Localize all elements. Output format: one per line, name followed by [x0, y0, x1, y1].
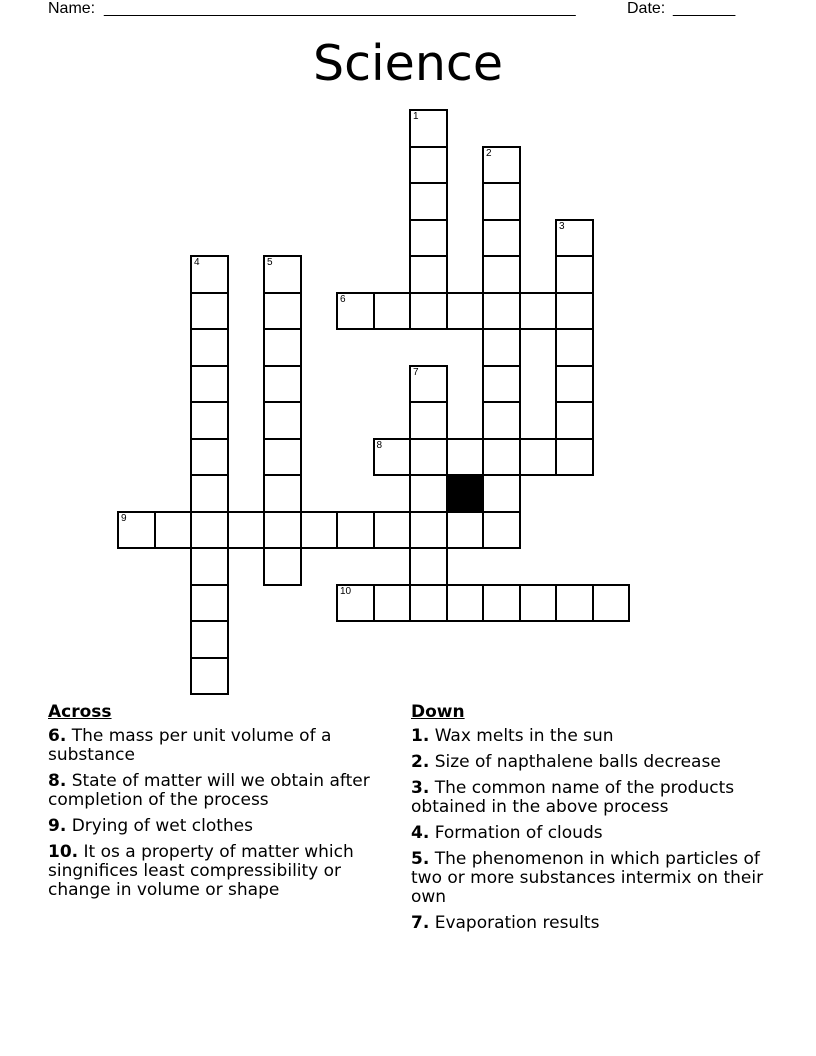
grid-cell[interactable]	[409, 438, 448, 477]
grid-cell[interactable]	[555, 255, 594, 294]
grid-cell[interactable]	[482, 438, 521, 477]
grid-cell[interactable]	[190, 474, 229, 513]
grid-cell[interactable]	[373, 292, 412, 331]
black-cell	[446, 474, 485, 513]
down-clue	[411, 779, 786, 817]
grid-cell[interactable]	[555, 292, 594, 331]
grid-cell[interactable]	[409, 146, 448, 185]
cell-number: 7	[413, 366, 419, 378]
grid-cell[interactable]	[190, 620, 229, 659]
clue-text: The phenomenon in which particles of two or more substances intermix on their own	[411, 849, 764, 907]
cell-number: 8	[376, 439, 383, 451]
grid-cell[interactable]	[373, 584, 412, 623]
grid-cell[interactable]	[154, 511, 193, 550]
grid-cell[interactable]	[227, 511, 266, 550]
down-heading: Down	[411, 702, 465, 722]
cell-number: 6	[340, 293, 346, 305]
clue-number: 8.	[48, 771, 67, 791]
grid-cell[interactable]	[482, 255, 521, 294]
clue-text: It os a property of matter which singnifices least compressibility or change in volume or shape	[48, 842, 354, 900]
date-blank-line[interactable]: _______	[673, 0, 736, 17]
grid-cell[interactable]	[446, 292, 485, 331]
grid-cell[interactable]	[555, 584, 594, 623]
grid-cell[interactable]	[190, 438, 229, 477]
clue-number: 2.	[411, 752, 430, 772]
cell-number: 3	[559, 220, 565, 232]
grid-cell[interactable]	[409, 219, 448, 258]
clue-number: 7.	[411, 913, 430, 933]
grid-cell[interactable]	[482, 365, 521, 404]
grid-cell[interactable]	[300, 511, 339, 550]
clue-number: 1.	[411, 726, 430, 746]
grid-cell[interactable]	[409, 511, 448, 550]
down-clue	[411, 914, 786, 933]
across-clue	[48, 843, 393, 900]
grid-cell[interactable]	[519, 292, 558, 331]
grid-cell[interactable]	[190, 657, 229, 696]
clue-number: 5.	[411, 849, 430, 869]
grid-cell[interactable]	[409, 547, 448, 586]
grid-cell[interactable]	[190, 547, 229, 586]
grid-cell[interactable]	[555, 219, 594, 258]
clue-number: 10.	[48, 842, 79, 862]
grid-cell[interactable]	[555, 365, 594, 404]
grid-cell[interactable]	[263, 438, 302, 477]
grid-cell[interactable]	[190, 584, 229, 623]
grid-cell[interactable]	[263, 401, 302, 440]
grid-cell[interactable]	[592, 584, 631, 623]
grid-cell[interactable]	[336, 292, 375, 331]
grid-cell[interactable]	[263, 328, 302, 367]
grid-cell[interactable]	[409, 401, 448, 440]
grid-cell[interactable]	[409, 292, 448, 331]
grid-cell[interactable]	[482, 584, 521, 623]
clue-number: 3.	[411, 778, 430, 798]
grid-cell[interactable]	[117, 511, 156, 550]
clue-text: The common name of the products obtained in the above process	[411, 778, 735, 817]
grid-cell[interactable]	[373, 438, 412, 477]
down-clue	[411, 850, 786, 907]
cell-number: 4	[194, 257, 200, 268]
grid-cell[interactable]	[482, 328, 521, 367]
down-clue-list	[411, 727, 786, 933]
down-clue	[411, 727, 786, 746]
grid-cell[interactable]	[482, 511, 521, 550]
grid-cell[interactable]	[263, 547, 302, 586]
grid-cell[interactable]	[263, 292, 302, 331]
clue-text: Drying of wet clothes	[71, 816, 253, 836]
grid-cell[interactable]	[409, 255, 448, 294]
grid-cell[interactable]	[482, 292, 521, 331]
across-clue	[48, 817, 393, 836]
clue-text: Wax melts in the sun	[434, 726, 614, 746]
grid-cell[interactable]	[190, 365, 229, 404]
across-clue	[48, 772, 393, 810]
grid-cell[interactable]	[336, 584, 375, 623]
grid-cell[interactable]	[482, 401, 521, 440]
cell-number: 10	[340, 585, 352, 597]
down-clues-section	[411, 702, 786, 940]
grid-cell[interactable]	[263, 511, 302, 550]
clue-text: Formation of clouds	[434, 823, 603, 843]
clue-text: Size of napthalene balls decrease	[434, 752, 721, 772]
grid-cell[interactable]	[446, 584, 485, 623]
grid-cell[interactable]	[482, 474, 521, 513]
grid-cell[interactable]	[555, 328, 594, 367]
clue-text: State of matter will we obtain after completion of the process	[48, 771, 370, 810]
grid-cell[interactable]	[190, 511, 229, 550]
grid-cell[interactable]	[190, 401, 229, 440]
grid-cell[interactable]	[446, 511, 485, 550]
across-clues-section	[48, 702, 393, 907]
grid-cell[interactable]	[482, 219, 521, 258]
clue-text: Evaporation results	[434, 913, 600, 933]
grid-cell[interactable]	[555, 401, 594, 440]
cell-number: 9	[121, 512, 127, 524]
clue-number: 6.	[48, 726, 67, 746]
grid-cell[interactable]	[190, 255, 229, 294]
grid-cell[interactable]	[409, 584, 448, 623]
grid-cell[interactable]	[482, 146, 521, 185]
clue-number: 4.	[411, 823, 430, 843]
grid-cell[interactable]	[409, 182, 448, 221]
clue-number: 9.	[48, 816, 67, 836]
date-label: Date:	[627, 0, 666, 17]
page-title: Science	[313, 35, 503, 92]
name-blank-line[interactable]: _____________________________________________________	[104, 0, 576, 17]
grid-cell[interactable]	[190, 292, 229, 331]
grid-cell[interactable]	[519, 438, 558, 477]
across-clue-list	[48, 727, 393, 900]
cell-number: 2	[486, 147, 492, 159]
grid-cell[interactable]	[555, 438, 594, 477]
grid-cell[interactable]	[263, 474, 302, 513]
down-clue	[411, 824, 786, 843]
clue-text: The mass per unit volume of a substance	[48, 726, 332, 765]
across-heading: Across	[48, 702, 112, 722]
cell-number: 5	[267, 257, 273, 268]
grid-cell[interactable]	[373, 511, 412, 550]
across-clue	[48, 727, 393, 765]
grid-cell[interactable]	[409, 109, 448, 148]
down-clue	[411, 753, 786, 772]
grid-cell[interactable]	[409, 474, 448, 513]
grid-cell[interactable]	[482, 182, 521, 221]
grid-cell[interactable]	[263, 255, 302, 294]
name-label: Name:	[48, 0, 96, 17]
grid-cell[interactable]	[336, 511, 375, 550]
grid-cell[interactable]	[519, 584, 558, 623]
grid-cell[interactable]	[263, 365, 302, 404]
grid-cell[interactable]	[409, 365, 448, 404]
grid-cell[interactable]	[190, 328, 229, 367]
cell-number: 1	[413, 111, 419, 122]
grid-cell[interactable]	[446, 438, 485, 477]
